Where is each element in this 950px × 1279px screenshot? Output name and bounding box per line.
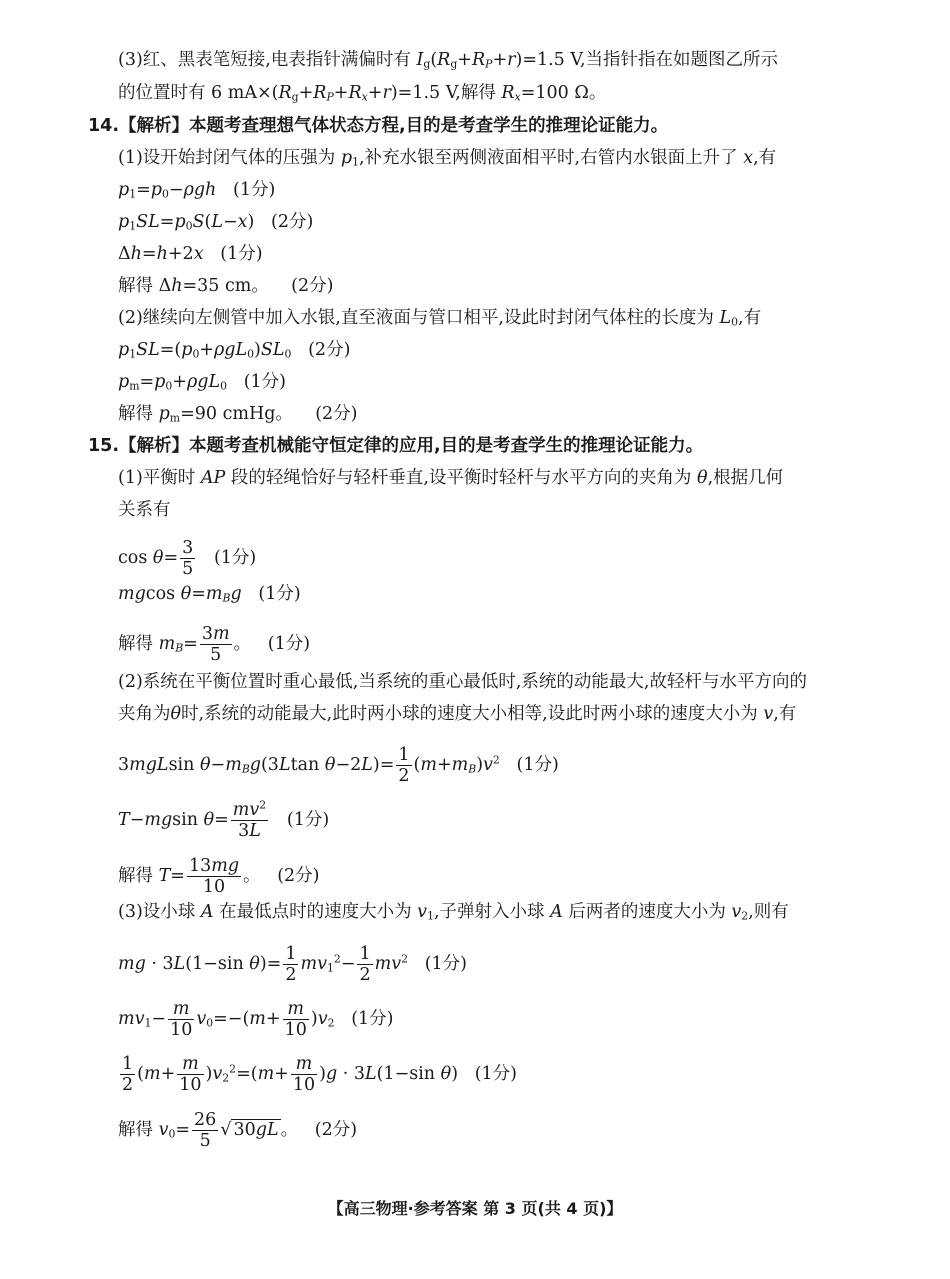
q13-part3-line2: 的位置时有 6 $mA\times(R_g+R_P+R_x+r)=1.5$ V,解得 $R_x=100$ Ω。 [118, 83, 607, 104]
q14-part1-intro: (1)设开始封闭气体的压强为 $p_1$,补充水银至两侧液面相平时,右管内水银面上升了 x,有 [118, 148, 777, 169]
q15-part3-intro: (3)设小球 A 在最低点时的速度大小为 $v_1$,子弹射入小球 A 后两者的速度大小为 $v_2$,则有 [118, 902, 789, 923]
q13-part3-line1: (3)红、黑表笔短接,电表指针满偏时有 $I_g(R_g+R_P+r)=1.5$ V,当指针指在如题图乙所示 [118, 50, 779, 71]
q14-part2-intro: (2)继续向左侧管中加入水银,直至液面与管口相平,设此时封闭气体柱的长度为 $L_0$,有 [118, 308, 762, 329]
q15-equation-7: $\frac{1}{2}$ (m+ $\frac{m}{10}$ )$v_2^2=(m+$ $\frac{m}{10}$ )g · 3L(1−sin θ) (1分) [122, 1054, 518, 1095]
q15-part2-line2: 夹角为θ时,系统的动能最大,此时两小球的速度大小相等,设此时两小球的速度大小为 v,有 [118, 704, 797, 724]
q15-part1-line1: (1)平衡时 AP 段的轻绳恰好与轻杆垂直,设平衡时轻杆与水平方向的夹角为 θ,根据几何 [118, 468, 784, 488]
q14-result-2: 解得 $p_m=90$ cmHg。 (2分) [118, 404, 358, 425]
q14-result-1: 解得 Δh=35 cm。 (2分) [118, 276, 334, 296]
q14-equation-1: $p_1=p_0-\rho gh$ (1分) [118, 180, 276, 201]
q14-equation-5: $p_m=p_0+\rho gL_0$ (1分) [118, 372, 286, 393]
q15-equation-6: $mv_1-$ $\frac{m}{10}$ $v_0=-(m+$ $\frac{m}{10}$ )$v_2$ (1分) [118, 999, 394, 1040]
q15-result-2: 解得 T= $\frac{13mg}{10}$ 。 (2分) [118, 856, 320, 897]
q15-equation-2: mgcos $\theta=m_Bg$ (1分) [118, 584, 301, 605]
q15-equation-1: cos θ= $\frac{3}{5}$ (1分) [118, 538, 257, 579]
q15-part1-line2: 关系有 [118, 500, 171, 520]
q14-equation-2: $p_1SL=p_0S(L-x)$ (2分) [118, 212, 314, 233]
q14-header: 14.【解析】本题考查理想气体状态方程,目的是考查学生的推理论证能力。 [88, 116, 669, 136]
q15-header: 15.【解析】本题考查机械能守恒定律的应用,目的是考查学生的推理论证能力。 [88, 436, 704, 456]
q15-equation-5: mg · 3L(1−sin θ)= $\frac{1}{2}$ $mv_1^2-$ $\frac{1}{2}$ $mv^2$ (1分) [118, 944, 467, 985]
q15-part2-line1: (2)系统在平衡位置时重心最低,当系统的重心最低时,系统的动能最大,故轻杆与水平方向的 [118, 672, 807, 692]
q15-equation-4: T−mgsin θ= $\frac{mv^2}{3L}$ (1分) [118, 798, 330, 841]
q14-equation-4: $p_1SL=(p_0+\rho gL_0)SL_0$ (2分) [118, 340, 351, 361]
q15-result-1: 解得 $m_B=$ $\frac{3m}{5}$ 。 (1分) [118, 624, 311, 665]
q14-equation-3: Δh=h+2x (1分) [118, 244, 263, 264]
q15-equation-3: 3mgLsin $\theta-m_Bg(3Ltan$ θ−2L)= $\frac{1}{2}$ $(m+m_B)v^2$ (1分) [118, 745, 559, 786]
page-footer: 【高三物理·参考答案 第 3 页(共 4 页)】 [327, 1199, 623, 1218]
q15-result-3: 解得 $v_0=$ $\frac{26}{5}$ √ 30gL 。 (2分) [118, 1110, 358, 1151]
